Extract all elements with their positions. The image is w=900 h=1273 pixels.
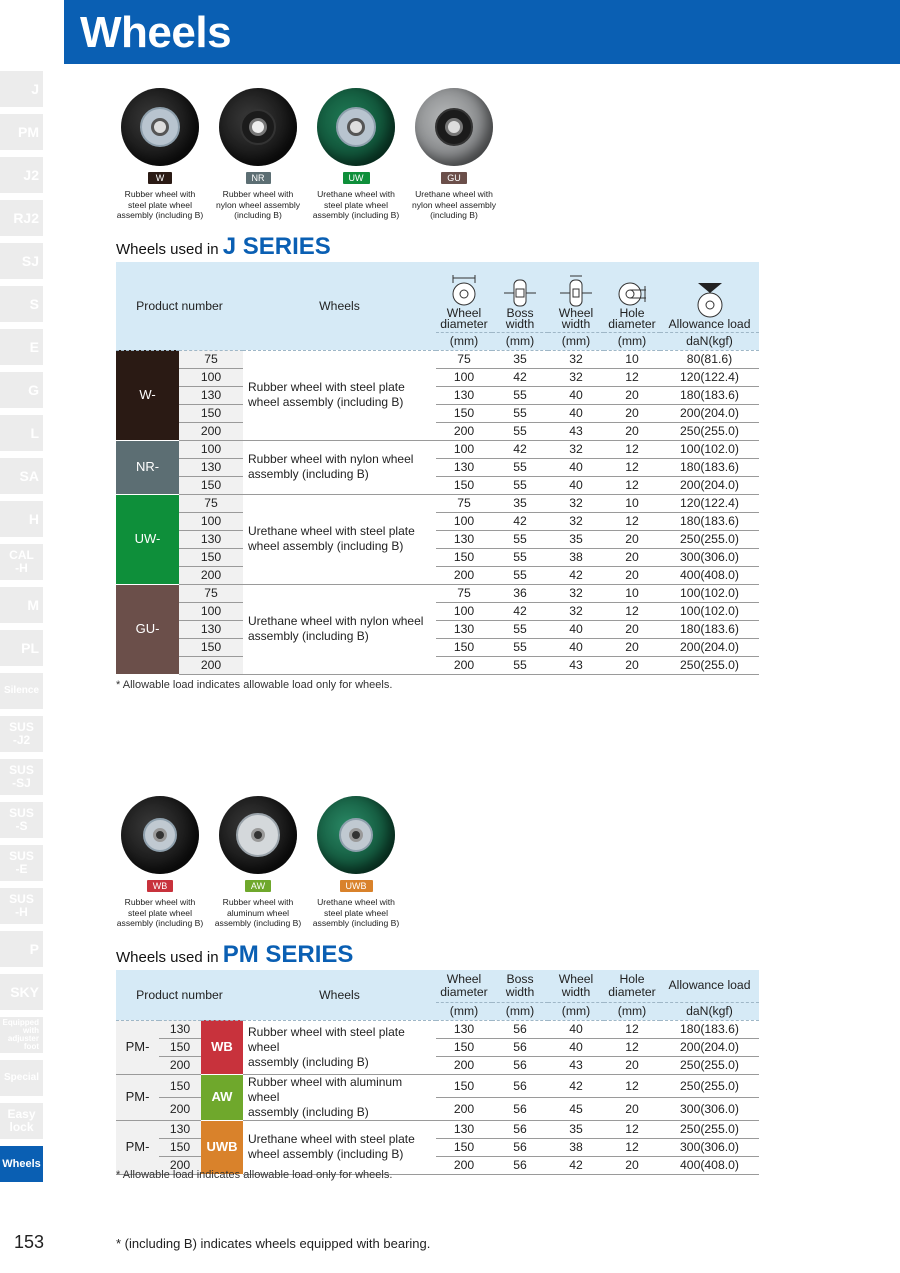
sidebar-tab-silence[interactable]: Silence	[0, 673, 43, 709]
wheel-photo-nr	[219, 88, 297, 166]
value-cell: 12	[604, 368, 660, 386]
sidebar-tab-p[interactable]: P	[0, 931, 43, 967]
value-cell: 150	[436, 476, 492, 494]
unit-cell: (mm)	[492, 1002, 548, 1020]
product-aw	[210, 796, 306, 929]
wheel-description: Rubber wheel with nylon wheel assembly (including B)	[243, 440, 436, 494]
value-cell: 55	[492, 404, 548, 422]
sidebar-tab-equipped-with-adjuster-foot[interactable]: Equipped with adjuster foot	[0, 1017, 43, 1053]
value-cell: 200(204.0)	[660, 404, 759, 422]
value-cell: 20	[604, 548, 660, 566]
value-cell: 40	[548, 620, 604, 638]
sidebar-tab-l[interactable]: L	[0, 415, 43, 451]
value-cell: 43	[548, 656, 604, 674]
value-cell: 250(255.0)	[660, 422, 759, 440]
table-row	[116, 1120, 759, 1138]
value-cell: 300(306.0)	[660, 548, 759, 566]
j-load-note: * Allowable load indicates allowable load only for wheels.	[116, 679, 393, 691]
value-cell: 55	[492, 422, 548, 440]
value-cell: 75	[436, 584, 492, 602]
table-row	[116, 458, 759, 476]
value-cell: 56	[492, 1074, 548, 1097]
value-cell: 20	[604, 566, 660, 584]
series-label: UW-	[116, 494, 179, 584]
pm-load-note: * Allowable load indicates allowable load only for wheels.	[116, 1169, 393, 1181]
value-cell: 32	[548, 350, 604, 368]
value-cell: 35	[492, 494, 548, 512]
header-product-number: Product number	[116, 262, 243, 350]
header-wheel-width: Wheel width	[548, 970, 604, 1002]
series-label: NR-	[116, 440, 179, 494]
pm-series-table	[116, 970, 759, 1175]
value-cell: 250(255.0)	[660, 1074, 759, 1097]
value-cell: 20	[604, 1056, 660, 1074]
wheel-photo-aw	[219, 796, 297, 874]
header-boss-width-label: Boss width	[505, 305, 535, 331]
product-caption: Rubber wheel with steel plate wheel assembly (including B)	[116, 189, 204, 221]
table-row	[116, 368, 759, 386]
product-wb	[112, 796, 208, 929]
size-cell: 75	[179, 350, 243, 368]
value-cell: 200	[436, 1156, 492, 1174]
product-caption: Urethane wheel with steel plate wheel assembly (including B)	[312, 189, 400, 221]
value-cell: 100	[436, 602, 492, 620]
value-cell: 200(204.0)	[660, 1038, 759, 1056]
value-cell: 250(255.0)	[660, 530, 759, 548]
value-cell: 200	[436, 656, 492, 674]
value-cell: 20	[604, 386, 660, 404]
unit-cell: (mm)	[548, 332, 604, 350]
product-code-badge: UWB	[340, 880, 373, 892]
wheel-photo-w	[121, 88, 199, 166]
size-cell: 130	[179, 458, 243, 476]
page-header	[64, 0, 900, 64]
header-hole-diameter: Hole diameter	[604, 970, 660, 1002]
unit-cell: (mm)	[436, 1002, 492, 1020]
header-product-number: Product number	[116, 970, 243, 1020]
value-cell: 56	[492, 1056, 548, 1074]
value-cell: 130	[436, 620, 492, 638]
value-cell: 42	[548, 1156, 604, 1174]
value-cell: 20	[604, 1097, 660, 1120]
series-code: UWB	[201, 1120, 243, 1174]
sidebar-tab-easy-lock[interactable]: Easy lock	[0, 1103, 43, 1139]
bearing-footnote: * (including B) indicates wheels equipped with bearing.	[116, 1236, 431, 1251]
boss-width-icon	[502, 274, 538, 308]
table-row	[116, 1020, 759, 1038]
value-cell: 12	[604, 1020, 660, 1038]
value-cell: 38	[548, 548, 604, 566]
wheel-description: Urethane wheel with steel plate wheel assembly (including B)	[243, 1120, 436, 1174]
value-cell: 20	[604, 656, 660, 674]
value-cell: 300(306.0)	[660, 1138, 759, 1156]
wheel-description: Rubber wheel with steel plate wheel assembly (including B)	[243, 350, 436, 440]
size-cell: 200	[159, 1097, 201, 1120]
value-cell: 100(102.0)	[660, 584, 759, 602]
sidebar-tab-e[interactable]: E	[0, 329, 43, 365]
size-cell: 130	[179, 530, 243, 548]
sidebar-tab-rj2[interactable]: RJ2	[0, 200, 43, 236]
value-cell: 20	[604, 620, 660, 638]
size-cell: 100	[179, 368, 243, 386]
series-label: GU-	[116, 584, 179, 674]
size-cell: 75	[179, 494, 243, 512]
sidebar-tab-sj[interactable]: SJ	[0, 243, 43, 279]
value-cell: 20	[604, 530, 660, 548]
wheel-diameter-icon	[446, 274, 482, 308]
value-cell: 55	[492, 548, 548, 566]
value-cell: 42	[492, 602, 548, 620]
sidebar-tab-m[interactable]: M	[0, 587, 43, 623]
value-cell: 130	[436, 1020, 492, 1038]
j-series-title	[116, 233, 331, 261]
value-cell: 56	[492, 1138, 548, 1156]
j-series-table	[116, 262, 759, 675]
section-series: J SERIES	[222, 233, 331, 260]
value-cell: 42	[492, 368, 548, 386]
value-cell: 400(408.0)	[660, 1156, 759, 1174]
size-cell: 150	[159, 1074, 201, 1097]
header-wheels: Wheels	[243, 970, 436, 1020]
sidebar-tab-j[interactable]: J	[0, 71, 43, 107]
value-cell: 20	[604, 638, 660, 656]
value-cell: 250(255.0)	[660, 1120, 759, 1138]
sidebar-tab-special[interactable]: Special	[0, 1060, 43, 1096]
value-cell: 75	[436, 350, 492, 368]
page-title: Wheels	[80, 8, 232, 57]
value-cell: 120(122.4)	[660, 494, 759, 512]
table-row	[116, 656, 759, 674]
value-cell: 150	[436, 1038, 492, 1056]
header-hole-diameter	[604, 262, 660, 332]
table-row	[116, 404, 759, 422]
wheel-width-icon	[558, 274, 594, 308]
sidebar-tab-h[interactable]: H	[0, 501, 43, 537]
value-cell: 32	[548, 440, 604, 458]
sidebar-tab-sus-h[interactable]: SUS -H	[0, 888, 43, 924]
size-cell: 130	[159, 1020, 201, 1038]
section-series: PM SERIES	[222, 941, 354, 968]
table-row	[116, 386, 759, 404]
value-cell: 32	[548, 494, 604, 512]
value-cell: 200	[436, 566, 492, 584]
wheel-photo-uw	[317, 88, 395, 166]
value-cell: 12	[604, 1038, 660, 1056]
value-cell: 55	[492, 476, 548, 494]
size-cell: 130	[179, 620, 243, 638]
value-cell: 40	[548, 476, 604, 494]
header-wheel-diameter: Wheel diameter	[436, 970, 492, 1002]
value-cell: 10	[604, 350, 660, 368]
table-row	[116, 476, 759, 494]
size-cell: 200	[179, 566, 243, 584]
sidebar-tab-sus-s[interactable]: SUS -S	[0, 802, 43, 838]
value-cell: 32	[548, 602, 604, 620]
size-cell: 150	[179, 548, 243, 566]
value-cell: 56	[492, 1156, 548, 1174]
product-gu	[406, 88, 502, 221]
value-cell: 36	[492, 584, 548, 602]
table-row	[116, 638, 759, 656]
value-cell: 250(255.0)	[660, 656, 759, 674]
size-cell: 150	[159, 1138, 201, 1156]
value-cell: 400(408.0)	[660, 566, 759, 584]
size-cell: 150	[179, 476, 243, 494]
size-cell: 150	[159, 1038, 201, 1056]
value-cell: 40	[548, 458, 604, 476]
wheel-description: Rubber wheel with steel plate wheel assembly (including B)	[243, 1020, 436, 1074]
size-cell: 200	[179, 656, 243, 674]
value-cell: 12	[604, 602, 660, 620]
section-prefix: Wheels used in	[116, 241, 223, 258]
value-cell: 180(183.6)	[660, 386, 759, 404]
value-cell: 20	[604, 1156, 660, 1174]
value-cell: 35	[548, 530, 604, 548]
value-cell: 200	[436, 1097, 492, 1120]
unit-cell: (mm)	[548, 1002, 604, 1020]
header-boss-width	[492, 262, 548, 332]
pm-series-title	[116, 941, 353, 969]
value-cell: 180(183.6)	[660, 620, 759, 638]
sidebar-tab-sus-e[interactable]: SUS -E	[0, 845, 43, 881]
product-code-badge: GU	[441, 172, 467, 184]
value-cell: 180(183.6)	[660, 512, 759, 530]
size-cell: 75	[179, 584, 243, 602]
value-cell: 40	[548, 1038, 604, 1056]
table-row	[116, 350, 759, 368]
series-prefix: PM-	[116, 1074, 159, 1120]
value-cell: 56	[492, 1120, 548, 1138]
product-uwb	[308, 796, 404, 929]
sidebar-tab-sky[interactable]: SKY	[0, 974, 43, 1010]
product-code-badge: W	[148, 172, 172, 184]
value-cell: 200	[436, 422, 492, 440]
table-row	[116, 566, 759, 584]
value-cell: 12	[604, 1120, 660, 1138]
value-cell: 80(81.6)	[660, 350, 759, 368]
table-row	[116, 548, 759, 566]
table-row	[116, 530, 759, 548]
sidebar-tab-sus-sj[interactable]: SUS -SJ	[0, 759, 43, 795]
value-cell: 100(102.0)	[660, 602, 759, 620]
product-code-badge: AW	[245, 880, 271, 892]
value-cell: 32	[548, 584, 604, 602]
value-cell: 40	[548, 638, 604, 656]
value-cell: 35	[548, 1120, 604, 1138]
value-cell: 42	[492, 512, 548, 530]
value-cell: 12	[604, 440, 660, 458]
value-cell: 56	[492, 1097, 548, 1120]
value-cell: 200	[436, 1056, 492, 1074]
sidebar-tab-pl[interactable]: PL	[0, 630, 43, 666]
value-cell: 200(204.0)	[660, 638, 759, 656]
product-caption: Rubber wheel with steel plate wheel assembly (including B)	[116, 897, 204, 929]
value-cell: 55	[492, 656, 548, 674]
series-prefix: PM-	[116, 1020, 159, 1074]
value-cell: 180(183.6)	[660, 458, 759, 476]
product-caption: Rubber wheel with nylon wheel assembly (including B)	[215, 189, 301, 221]
value-cell: 45	[548, 1097, 604, 1120]
unit-cell: (mm)	[604, 1002, 660, 1020]
wheel-photo-uwb	[317, 796, 395, 874]
sidebar-tab-g[interactable]: G	[0, 372, 43, 408]
value-cell: 42	[548, 566, 604, 584]
value-cell: 200(204.0)	[660, 476, 759, 494]
value-cell: 130	[436, 386, 492, 404]
value-cell: 42	[548, 1074, 604, 1097]
table-row	[116, 602, 759, 620]
value-cell: 12	[604, 512, 660, 530]
value-cell: 55	[492, 566, 548, 584]
value-cell: 42	[492, 440, 548, 458]
product-nr	[210, 88, 306, 221]
wheel-description: Urethane wheel with nylon wheel assembly (including B)	[243, 584, 436, 674]
allowance-load-icon	[690, 281, 730, 319]
page-number: 153	[14, 1232, 45, 1252]
product-code-badge: UW	[343, 172, 370, 184]
product-w	[112, 88, 208, 221]
value-cell: 32	[548, 368, 604, 386]
wheel-photo-wb	[121, 796, 199, 874]
section-prefix: Wheels used in	[116, 949, 223, 966]
value-cell: 150	[436, 404, 492, 422]
value-cell: 32	[548, 512, 604, 530]
unit-cell: daN(kgf)	[660, 332, 759, 350]
product-caption: Rubber wheel with aluminum wheel assembly (including B)	[214, 897, 302, 929]
unit-cell: (mm)	[604, 332, 660, 350]
sidebar-tab-sa[interactable]: SA	[0, 458, 43, 494]
unit-cell: (mm)	[436, 332, 492, 350]
sidebar-tab-cal-h[interactable]: CAL -H	[0, 544, 43, 580]
value-cell: 130	[436, 530, 492, 548]
value-cell: 20	[604, 422, 660, 440]
header-allowance-load: Allowance load	[660, 970, 759, 1002]
value-cell: 120(122.4)	[660, 368, 759, 386]
value-cell: 12	[604, 458, 660, 476]
value-cell: 300(306.0)	[660, 1097, 759, 1120]
table-row	[116, 512, 759, 530]
table-row	[116, 440, 759, 458]
size-cell: 100	[179, 440, 243, 458]
value-cell: 55	[492, 386, 548, 404]
wheel-description: Urethane wheel with steel plate wheel assembly (including B)	[243, 494, 436, 584]
sidebar-tab-pm[interactable]: PM	[0, 114, 43, 150]
table-row	[116, 620, 759, 638]
value-cell: 55	[492, 638, 548, 656]
value-cell: 180(183.6)	[660, 1020, 759, 1038]
series-label: W-	[116, 350, 179, 440]
sidebar-tab-j2[interactable]: J2	[0, 157, 43, 193]
size-cell: 200	[179, 422, 243, 440]
value-cell: 100	[436, 440, 492, 458]
value-cell: 55	[492, 458, 548, 476]
value-cell: 40	[548, 1020, 604, 1038]
header-allowance-load	[660, 262, 759, 332]
sidebar-tab-s[interactable]: S	[0, 286, 43, 322]
product-code-badge: WB	[147, 880, 174, 892]
product-caption: Urethane wheel with nylon wheel assembly (including B)	[411, 189, 497, 221]
value-cell: 56	[492, 1020, 548, 1038]
size-cell: 130	[179, 386, 243, 404]
value-cell: 12	[604, 1138, 660, 1156]
value-cell: 40	[548, 386, 604, 404]
product-caption: Urethane wheel with steel plate wheel assembly (including B)	[312, 897, 400, 929]
wheel-photo-gu	[415, 88, 493, 166]
value-cell: 150	[436, 638, 492, 656]
value-cell: 100	[436, 368, 492, 386]
sidebar-tab-sus-j2[interactable]: SUS -J2	[0, 716, 43, 752]
size-cell: 200	[159, 1156, 201, 1174]
value-cell: 150	[436, 1138, 492, 1156]
table-row	[116, 422, 759, 440]
value-cell: 40	[548, 404, 604, 422]
value-cell: 150	[436, 1074, 492, 1097]
size-cell: 130	[159, 1120, 201, 1138]
header-wheels: Wheels	[243, 262, 436, 350]
value-cell: 100	[436, 512, 492, 530]
size-cell: 100	[179, 512, 243, 530]
value-cell: 75	[436, 494, 492, 512]
series-prefix: PM-	[116, 1120, 159, 1174]
value-cell: 43	[548, 422, 604, 440]
table-row	[116, 1074, 759, 1097]
size-cell: 150	[179, 404, 243, 422]
header-wheel-diameter-label: Wheel diameter	[440, 305, 488, 331]
header-allowance-load-label: Allowance load	[668, 316, 751, 331]
unit-cell: daN(kgf)	[660, 1002, 759, 1020]
value-cell: 20	[604, 404, 660, 422]
series-code: WB	[201, 1020, 243, 1074]
header-hole-diameter-label: Hole diameter	[608, 305, 656, 331]
size-cell: 150	[179, 638, 243, 656]
product-uw	[308, 88, 404, 221]
product-code-badge: NR	[246, 172, 271, 184]
series-code: AW	[201, 1074, 243, 1120]
value-cell: 38	[548, 1138, 604, 1156]
header-wheel-width-label: Wheel width	[558, 305, 594, 331]
value-cell: 43	[548, 1056, 604, 1074]
sidebar-tab-wheels[interactable]: Wheels	[0, 1146, 43, 1182]
header-wheel-diameter	[436, 262, 492, 332]
header-wheel-width	[548, 262, 604, 332]
value-cell: 100(102.0)	[660, 440, 759, 458]
value-cell: 10	[604, 494, 660, 512]
table-row	[116, 584, 759, 602]
value-cell: 10	[604, 584, 660, 602]
value-cell: 56	[492, 1038, 548, 1056]
value-cell: 130	[436, 1120, 492, 1138]
value-cell: 55	[492, 620, 548, 638]
wheel-description: Rubber wheel with aluminum wheel assembly (including B)	[243, 1074, 436, 1120]
table-row	[116, 494, 759, 512]
hole-diameter-icon	[614, 274, 650, 308]
value-cell: 35	[492, 350, 548, 368]
unit-cell: (mm)	[492, 332, 548, 350]
header-boss-width: Boss width	[492, 970, 548, 1002]
value-cell: 55	[492, 530, 548, 548]
value-cell: 250(255.0)	[660, 1056, 759, 1074]
value-cell: 12	[604, 1074, 660, 1097]
value-cell: 130	[436, 458, 492, 476]
value-cell: 12	[604, 476, 660, 494]
value-cell: 150	[436, 548, 492, 566]
size-cell: 100	[179, 602, 243, 620]
size-cell: 200	[159, 1056, 201, 1074]
